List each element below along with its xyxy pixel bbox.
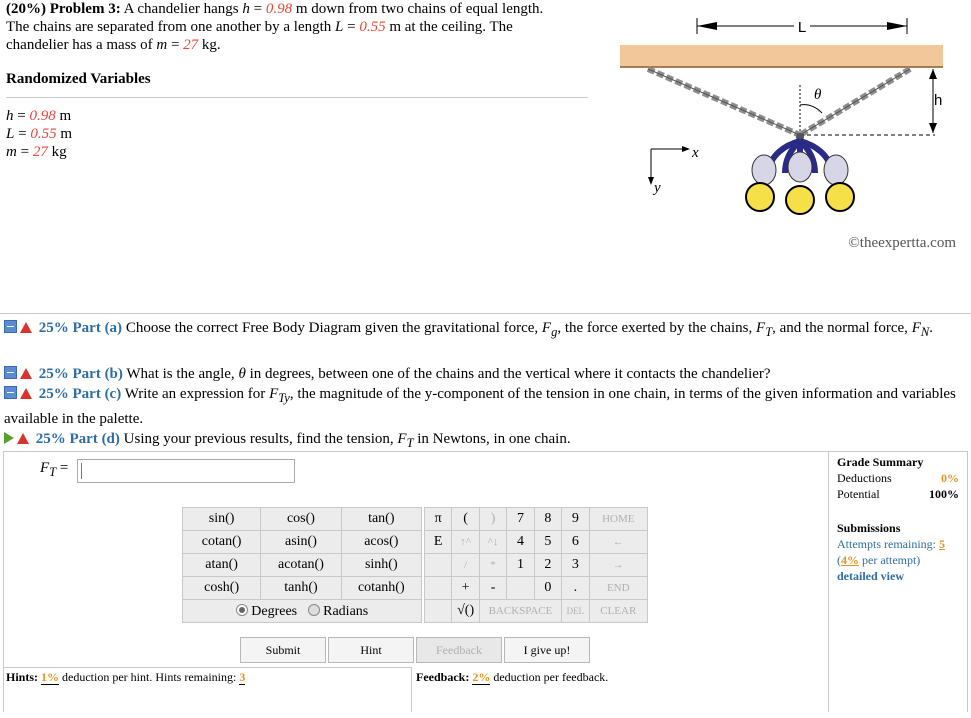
- var-unit: m: [59, 108, 72, 124]
- arrow-left-icon: [697, 22, 717, 30]
- collapse-icon[interactable]: [4, 320, 17, 333]
- warning-icon: [17, 433, 29, 444]
- math-F: F: [541, 320, 552, 336]
- arrow-right-icon: [887, 22, 907, 30]
- answer-input[interactable]: [77, 459, 295, 483]
- feedback-label: Feedback:: [416, 670, 470, 684]
- deductions-value: 0%: [941, 471, 959, 485]
- arrow-right-icon: [682, 146, 690, 152]
- var-value: 0.98: [29, 108, 56, 124]
- give-up-button[interactable]: I give up!: [504, 637, 590, 663]
- submit-button[interactable]: Submit: [240, 637, 326, 663]
- bulb: [786, 186, 814, 214]
- divider: [6, 97, 588, 98]
- var-row: [6, 143, 72, 161]
- number-keypad: [424, 507, 648, 623]
- bulb: [826, 183, 854, 211]
- math-sub: g: [551, 325, 558, 339]
- key-blank: [507, 577, 534, 600]
- key-left[interactable]: ←: [589, 531, 647, 554]
- part-text: What is the angle,: [126, 366, 235, 382]
- key-7[interactable]: 7: [507, 508, 534, 531]
- key-acotan[interactable]: acotan(): [261, 554, 341, 577]
- feedback-pct: 2%: [472, 670, 491, 684]
- potential-value: 100%: [929, 487, 959, 501]
- part-a-label[interactable]: 25% Part (a): [38, 320, 123, 336]
- problem-statement: [6, 0, 606, 54]
- grade-summary: [837, 454, 959, 584]
- key-minus[interactable]: -: [479, 577, 506, 600]
- randomized-title: Randomized Variables: [6, 71, 151, 87]
- key-1[interactable]: 1: [507, 554, 534, 577]
- var-value: 0.55: [30, 126, 57, 142]
- problem-text: The chains are separated from one another by a length: [6, 19, 332, 35]
- per-attempt-pct: 4%: [841, 553, 859, 567]
- hints-label: Hints:: [6, 670, 39, 684]
- copyright: ©theexpertta.com: [848, 235, 956, 251]
- key-close-paren[interactable]: ): [479, 508, 506, 531]
- theta-arc: [800, 105, 822, 113]
- math-F: F: [911, 320, 921, 336]
- attempts-label: Attempts remaining:: [837, 537, 936, 551]
- arrow-up-icon: [929, 69, 937, 79]
- key-atan[interactable]: atan(): [183, 554, 261, 577]
- part-text: Choose the correct Free Body Diagram given the gravitational force,: [125, 320, 539, 336]
- var-h: h: [242, 1, 250, 17]
- potential-row: [837, 486, 959, 502]
- part-text: , the magnitude of the y-component of the tension in one chain, in terms of the given information and: [289, 386, 898, 402]
- per-attempt-row: [837, 552, 959, 568]
- key-cosh[interactable]: cosh(): [183, 577, 261, 600]
- eq: =: [343, 19, 360, 35]
- part-text: force,: [873, 320, 908, 336]
- part-c: [4, 384, 966, 430]
- warning-icon: [20, 322, 32, 333]
- warning-icon: [20, 368, 32, 379]
- key-plus[interactable]: +: [452, 577, 479, 600]
- feedback-info: [416, 670, 608, 685]
- part-text: Using your previous results, find the tension,: [123, 431, 394, 447]
- degrees-label[interactable]: Degrees: [251, 603, 298, 619]
- arrow-down-icon: [929, 123, 937, 133]
- key-divide[interactable]: /: [452, 554, 479, 577]
- h-value: 0.98: [265, 1, 293, 17]
- key-tanh[interactable]: tanh(): [261, 577, 341, 600]
- key-blank: [425, 600, 452, 623]
- collapse-icon[interactable]: [4, 386, 17, 399]
- part-text: Write an expression for: [124, 386, 266, 402]
- eq: =: [14, 126, 31, 142]
- key-sinh[interactable]: sinh(): [341, 554, 421, 577]
- key-backspace[interactable]: BACKSPACE: [479, 600, 561, 623]
- x-axis-label: x: [692, 145, 699, 161]
- var-unit: kg: [51, 144, 67, 160]
- key-0[interactable]: 0: [534, 577, 561, 600]
- problem-text: kg.: [201, 37, 221, 53]
- grade-title: Grade Summary: [837, 455, 924, 469]
- key-open-paren[interactable]: (: [452, 508, 479, 531]
- hints-remaining: 3: [239, 670, 246, 684]
- key-asin[interactable]: asin(): [261, 531, 341, 554]
- answer-label: [40, 460, 68, 480]
- text-cursor: [81, 463, 82, 479]
- key-cos[interactable]: cos(): [261, 508, 341, 531]
- key-tan[interactable]: tan(): [341, 508, 421, 531]
- eq: =: [16, 144, 33, 160]
- key-right[interactable]: →: [589, 554, 647, 577]
- key-del[interactable]: DEL: [562, 600, 589, 623]
- per-attempt-label: per attempt): [862, 553, 921, 567]
- part-c-label[interactable]: 25% Part (c): [38, 386, 122, 402]
- math-sub: N: [920, 325, 930, 339]
- attempts-value: 5: [938, 537, 945, 551]
- degrees-radio[interactable]: [236, 604, 248, 616]
- L-label: L: [797, 19, 807, 36]
- expand-icon[interactable]: [4, 432, 14, 444]
- hints-pct: 1%: [41, 670, 60, 684]
- divider: [0, 313, 971, 314]
- ceiling: [620, 45, 943, 67]
- m-value: 27: [183, 37, 199, 53]
- L-value: 0.55: [359, 19, 386, 35]
- math-F: F: [756, 320, 766, 336]
- part-text: , and the normal: [772, 320, 870, 336]
- var-sym: L: [6, 126, 15, 142]
- warning-icon: [20, 388, 32, 399]
- var-row: [6, 125, 72, 143]
- radians-radio[interactable]: [308, 604, 320, 616]
- key-sin[interactable]: sin(): [183, 508, 261, 531]
- part-text: in degrees, between one of the chains and the vertical where it contacts the chandelier?: [249, 366, 771, 382]
- collapse-icon[interactable]: [4, 366, 17, 379]
- detailed-view-link[interactable]: detailed view: [837, 569, 904, 583]
- key-decimal[interactable]: .: [562, 577, 589, 600]
- key-5[interactable]: 5: [534, 531, 561, 554]
- math-F: F: [397, 431, 407, 447]
- feedback-text: deduction per feedback.: [493, 670, 609, 684]
- key-6[interactable]: 6: [562, 531, 589, 554]
- part-b-label[interactable]: 25% Part (b): [38, 366, 123, 382]
- hints-text: deduction per hint. Hints remaining:: [62, 670, 237, 684]
- key-end[interactable]: END: [589, 577, 647, 600]
- eq: =: [167, 37, 184, 53]
- math-sub: T: [49, 465, 57, 479]
- key-multiply[interactable]: *: [479, 554, 506, 577]
- submissions-title: Submissions: [837, 521, 901, 535]
- h-label: h: [934, 92, 943, 109]
- part-text: .: [929, 320, 933, 336]
- math-sub: Ty: [278, 391, 290, 405]
- key-clear[interactable]: CLEAR: [589, 600, 647, 623]
- part-b: [4, 364, 966, 384]
- eq: =: [249, 1, 266, 17]
- var-row: [6, 107, 72, 125]
- potential-label: Potential: [837, 487, 880, 501]
- var-sym: h: [6, 108, 14, 124]
- paren: (: [837, 553, 841, 567]
- attempts-row: [837, 536, 959, 552]
- var-m: m: [156, 37, 168, 53]
- problem-text: m at the ceiling. The: [389, 19, 513, 35]
- key-9[interactable]: 9: [562, 508, 589, 531]
- deductions-label: Deductions: [837, 471, 892, 485]
- lamp-shade: [752, 155, 776, 185]
- key-blank: [425, 554, 452, 577]
- part-text: in Newtons, in one chain.: [417, 431, 571, 447]
- function-keypad: [182, 507, 422, 623]
- key-pi[interactable]: π: [425, 508, 452, 531]
- var-value: 27: [32, 144, 48, 160]
- var-sym: m: [6, 144, 17, 160]
- part-text: , the force exerted by the chains,: [557, 320, 753, 336]
- key-cotanh[interactable]: cotanh(): [341, 577, 421, 600]
- key-acos[interactable]: acos(): [341, 531, 421, 554]
- key-3[interactable]: 3: [562, 554, 589, 577]
- problem-heading: (20%) Problem 3:: [6, 1, 121, 17]
- key-superscript-down[interactable]: ^↓: [479, 531, 506, 554]
- part-d-label[interactable]: 25% Part (d): [35, 431, 120, 447]
- key-blank: [425, 577, 452, 600]
- math-F: F: [269, 386, 279, 402]
- bulb: [746, 183, 774, 211]
- part-d-header: [4, 429, 964, 453]
- hints-info: [6, 670, 245, 685]
- theta-label: θ: [814, 87, 822, 103]
- var-L: L: [335, 19, 344, 35]
- key-superscript-up[interactable]: ↑^: [452, 531, 479, 554]
- randomized-list: [6, 107, 72, 161]
- key-8[interactable]: 8: [534, 508, 561, 531]
- eq: =: [13, 108, 30, 124]
- lamp-shade: [824, 155, 848, 185]
- math-sub: T: [765, 325, 773, 339]
- key-E[interactable]: E: [425, 531, 452, 554]
- key-4[interactable]: 4: [507, 531, 534, 554]
- chandelier-figure: [600, 5, 970, 255]
- feedback-button: Feedback: [416, 637, 502, 663]
- key-home[interactable]: HOME: [589, 508, 647, 531]
- left-chain-core: [648, 69, 800, 135]
- problem-text: m down from two chains of equal length.: [295, 1, 544, 17]
- key-2[interactable]: 2: [534, 554, 561, 577]
- angle-mode: [183, 600, 422, 623]
- part-a: [4, 318, 966, 343]
- var-unit: m: [60, 126, 72, 142]
- problem-text: A chandelier hangs: [123, 1, 239, 17]
- math-sub: T: [406, 436, 414, 450]
- lamp-shade: [788, 152, 812, 182]
- y-axis-label: y: [654, 180, 661, 196]
- key-cotan[interactable]: cotan(): [183, 531, 261, 554]
- math-theta: θ: [238, 366, 246, 382]
- deductions-row: [837, 470, 959, 486]
- hint-button[interactable]: Hint: [328, 637, 414, 663]
- radians-label[interactable]: Radians: [323, 603, 369, 619]
- math-F: F: [40, 460, 50, 476]
- problem-text: chandelier has a mass of: [6, 37, 153, 53]
- eq: =: [56, 460, 69, 476]
- part-text: variables available in the palette.: [4, 386, 956, 427]
- key-sqrt[interactable]: √(): [452, 600, 479, 623]
